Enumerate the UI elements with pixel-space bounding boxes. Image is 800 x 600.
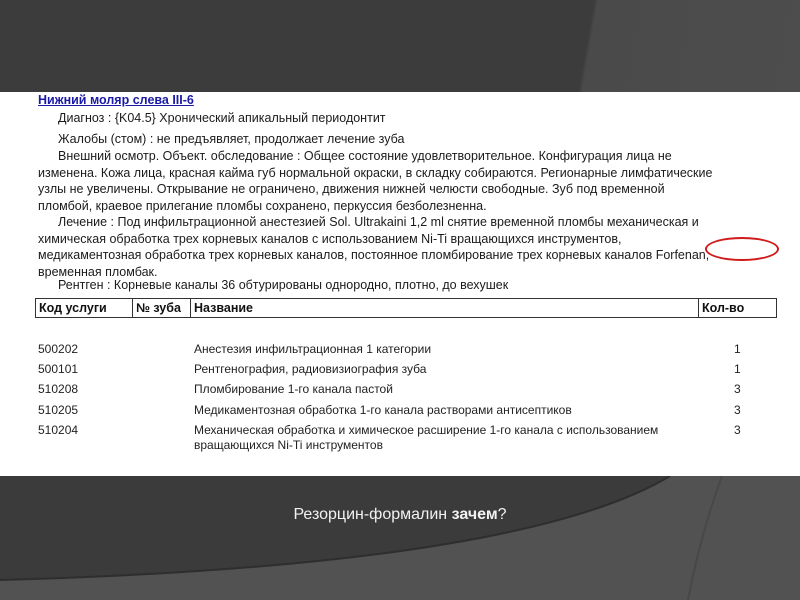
examination-paragraph: [38, 148, 798, 214]
service-code: 510205: [38, 403, 79, 417]
header-quantity: Кол-во: [702, 301, 745, 315]
slide-decor-swoosh-top: [420, 0, 800, 92]
medical-record: [0, 92, 800, 476]
exam-line: Внешний осмотр. Объект. обследование : Общее состояние удовлетворительное. Конфигурация лица не: [58, 149, 672, 163]
slide-caption: [0, 506, 800, 524]
treatment-line: медикаментозная обработка трех корневых каналов, постоянное пломбирование трех корневых каналов Forfenan,: [38, 248, 710, 262]
service-code: 500202: [38, 342, 79, 356]
header-tooth-number: № зуба: [133, 299, 191, 317]
treatment-paragraph: [38, 214, 798, 280]
service-name: Анестезия инфильтрационная 1 категории: [194, 342, 432, 356]
service-code: 500101: [38, 362, 79, 376]
red-highlight-circle: [705, 237, 779, 261]
caption-text: Резорцин-формалин: [293, 506, 452, 523]
exam-line: узлы не увеличены. Открывание не ограничено, движения нижней челюсти свободные. Зуб под временной: [38, 182, 665, 196]
service-name: Медикаментозная обработка 1-го канала растворами антисептиков: [194, 403, 572, 417]
service-qty: 3: [734, 403, 741, 417]
treatment-line: химическая обработка трех корневых каналов с использованием Ni-Ti вращающихся инструментов,: [38, 231, 622, 246]
service-name: Пломбирование 1-го канала пастой: [194, 382, 393, 396]
service-qty: 1: [734, 342, 741, 356]
caption-question-mark: ?: [497, 506, 507, 523]
complaints-line: Жалобы (стом) : не предъявляет, продолжает лечение зуба: [58, 132, 405, 146]
xray-line: Рентген : Корневые каналы 36 обтурированы однородно, плотно, до вехушек: [58, 278, 509, 292]
service-name: Рентгенография, радиовизиография зуба: [194, 362, 427, 376]
treatment-line: Лечение : Под инфильтрационной анестезией Sol. Ultrakaini 1,2 ml снятие временной пломбы механическая и: [58, 215, 699, 229]
service-code: 510204: [38, 423, 79, 437]
service-qty: 3: [734, 423, 741, 437]
service-name: Механическая обработка и химическое расширение 1-го канала с использованием вращающихся Ni-Ti инструментов: [194, 423, 659, 452]
service-code: 510208: [38, 382, 79, 396]
document-screenshot-panel: [0, 92, 800, 476]
tooth-title-link[interactable]: Нижний моляр слева III-6: [38, 93, 194, 107]
header-service-code: Код услуги: [36, 299, 133, 317]
header-name: Название: [191, 299, 699, 317]
slide-decor-swoosh-bottom: [0, 476, 800, 600]
service-qty: 1: [734, 362, 741, 376]
caption-emphasis: зачем: [451, 506, 498, 523]
exam-line: изменена. Кожа лица, красная кайма губ нормальной окраски, в складку собираются. Регионарные лимфатические: [38, 165, 713, 180]
treatment-line: временная пломбак.: [38, 264, 158, 279]
exam-line: пломбой, краевое прилегание пломбы сохранено, перкуссия безболезненна.: [38, 198, 487, 213]
services-table-header: [35, 298, 777, 318]
diagnosis-line: Диагноз : {K04.5} Хронический апикальный периодонтит: [58, 111, 386, 125]
service-qty: 3: [734, 382, 741, 396]
